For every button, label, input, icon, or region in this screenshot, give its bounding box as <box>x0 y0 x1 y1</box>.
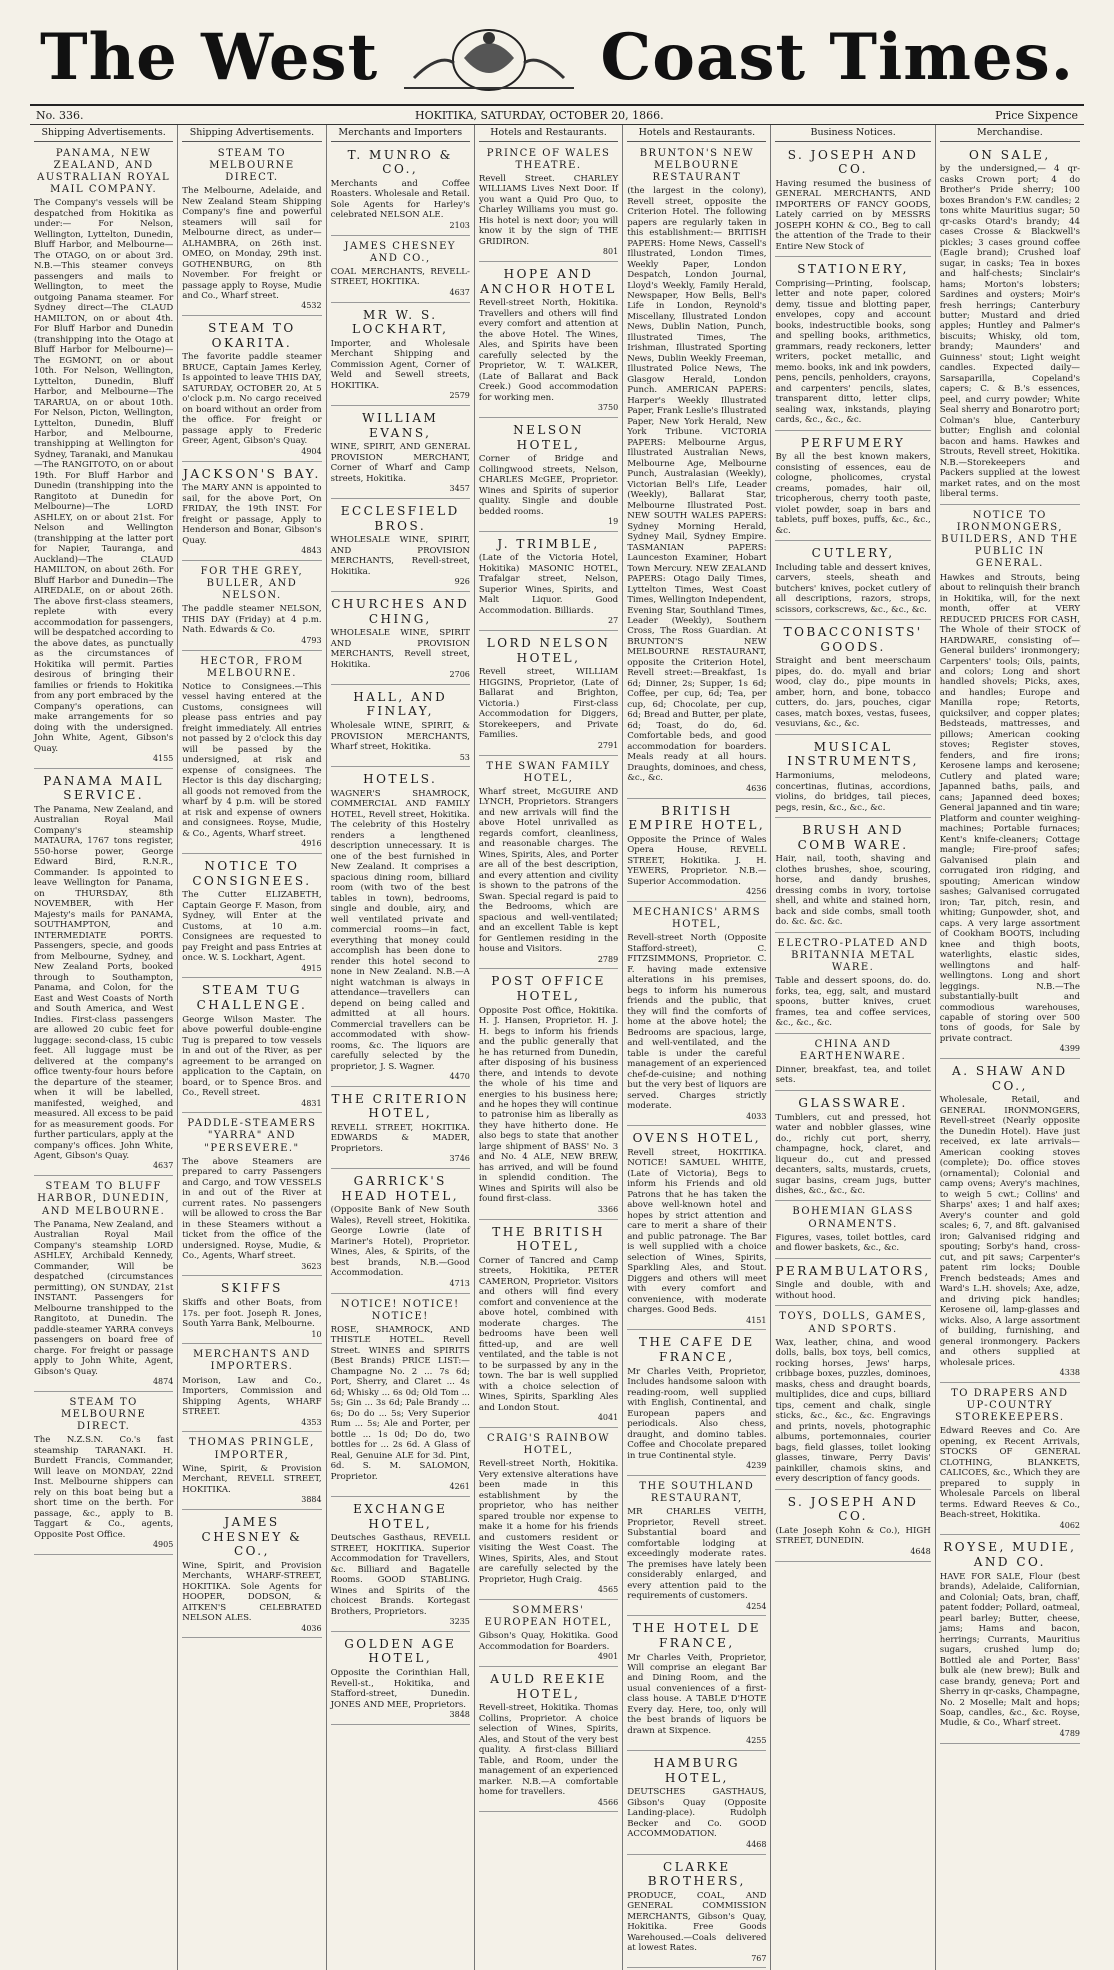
ad-body: Wholesale WINE, SPIRIT, & PROVISION MERCHANTS, Wharf street, Hokitika. <box>330 721 470 753</box>
ad-title: LORD NELSON HOTEL, <box>486 636 611 665</box>
advertisement <box>775 935 930 1034</box>
ad-number: 2706 <box>449 670 470 680</box>
advertisement <box>479 145 618 263</box>
ad-title: STEAM TO OKARITA. <box>208 321 296 350</box>
ad-number: 4468 <box>746 1839 767 1849</box>
ad-title: S. JOSEPH AND CO. <box>787 147 919 177</box>
ad-number: 4565 <box>597 1585 619 1595</box>
ad-title: GOLDEN AGE HOTEL, <box>344 1636 457 1666</box>
ad-body: Importer, and Wholesale Merchant Shipping and Commission Agent, Corner of Weld and Sewell streets, HOKITIKA. <box>330 338 470 391</box>
ad-body: (Late of the Victoria Hotel, Hokitika) MASONIC HOTEL, Trafalgar street, Nelson, Superior Wines, Spirits, and Malt Liquor. Good Accommodation. Billiards. <box>478 553 619 616</box>
advertisement <box>34 771 173 1176</box>
ad-title: STEAM TO MELBOURNE DIRECT. <box>60 1396 147 1433</box>
ad-title: MECHANICS' ARMS HOTEL, <box>632 906 762 931</box>
ad-body: Gibson's Quay, Hokitika. Good Accommodation for Boarders. <box>478 1631 619 1652</box>
ad-body: Deutsches Gasthaus, REVELL STREET, HOKITIKA. Superior Accommodation for Travellers, &c. Billiard and Bagatelle Rooms. GOOD STABLING. Wines and Spirits of the choicest Brands. Kortegast Brothers, Proprietors. <box>330 1533 470 1617</box>
ad-body: Corner of Bridge and Collingwood streets, Nelson, CHARLES McGEE, Proprietor. Wines and Spirits of superior quality. Single and double bedded rooms. <box>478 454 619 517</box>
ad-title: TOBACCONISTS' GOODS. <box>783 625 923 654</box>
advertisement <box>627 1332 766 1475</box>
ad-body: The paddle steamer NELSON, THIS DAY (Friday) at 4 p.m. Nath. Edwards & Co. <box>182 604 322 636</box>
ad-title: FOR THE GREY, BULLER, AND NELSON. <box>200 565 304 602</box>
ad-body: Wharf street, McGUIRE AND LYNCH, Proprietors. Strangers and new arrivals will find the above Hotel unrivalled as regards comfort, cleanliness, and reasonable charges. The Wines, Spirits, Ales, and Porter are all of the best description, and every attention and civility is shown to the patrons of the Swan. Special regard is paid to the Bedrooms, which are spacious and well-ventilated; and an excellent Table is kept for Gentlemen residing in the house and Visitors. <box>478 786 619 955</box>
ad-body: The favorite paddle steamer BRUCE, Captain James Kerley, Is appointed to leave THIS DAY, SATURDAY, OCTOBER 20, At 5 o'clock p.m. No cargo received on board without an order from the office. For freight or passage apply to Frederic Greer, Agent, Gibson's Quay. <box>182 352 322 447</box>
column-4 <box>475 125 623 1970</box>
ad-number: 4637 <box>152 1161 174 1171</box>
advertisement <box>331 1089 470 1169</box>
ad-body: WHOLESALE WINE, SPIRIT, AND PROVISION MERCHANTS, Revell-street, Hokitika. <box>330 535 470 577</box>
ad-body: Comprising—Printing, foolscap, letter and note paper, colored demy, tissue and blotting paper, envelopes, copy and account books, indestructible books, song and spelling books, arithmetics, grammars, ready reckoners, letter writers, pocket metallic, and memo. books, ink and ink powders, pens, pencils, penholders, crayons, and carpenters' pencils, slates, transparent ditto, letter clips, sealing wax, inkstands, playing cards, &c., &c., &c. <box>775 278 931 426</box>
advertisement <box>34 145 173 769</box>
ad-body: Tumblers, cut and pressed, hot water and nobbler glasses, wine do., richly cut port, sherry, champagne, hock, claret, and liqueur do., cut and pressed decanters, salts, mustards, cruets, sugar basins, cream jugs, butter dishes, &c., &c., &c. <box>775 1112 931 1196</box>
advertisement <box>775 1036 930 1091</box>
ad-number: 4399 <box>1059 1044 1080 1054</box>
ad-number: 4713 <box>449 1278 470 1288</box>
ad-title: JAMES CHESNEY & CO., <box>201 1514 303 1559</box>
ad-body: by the undersigned,— 4 qr-casks Crown port; 4 do Brother's Pride sherry; 100 boxes Brandon's F.W. candles; 2 tons white Mauritius sugar; 50 qr-casks Otard's brandy; 44 cases Crosse & Blackwell's pickles; 3 cases ground coffee (Eagle brand); Crushed loaf sugar, in casks; Tea in boxes and half-chests; Sinclair's hams; Morton's lobsters; Sardines and oysters; Moir's fresh herrings; Canterbury butter; Mustard and dried apples; Huntley and Palmer's biscuits; Whisky, old tom, brandy; Maunders' and Guinness' stout; Light weight candles. Expected daily— Sarsaparilla, Copeland's capers; C. & B.'s essences, peel, and curry powder; White Seal sherry and Bonarotro port; Colman's blue, Canterbury butter; English and colonial bacon and hams. Hawkes and Strouts, Revell street, Hokitika. N.B.—Storekeepers and Packers supplied at the lowest market rates, and on the most liberal terms. <box>939 164 1080 500</box>
column-heading: Shipping Advertisements. <box>182 125 321 142</box>
ad-body: The Company's vessels will be despatched from Hokitika as under:— For Nelson, Wellington, Lyttelton, Dunedin, Bluff Harbor, and Melbourne—The OTAGO, on or about 3rd. N.B.—This steamer conveys passengers and mails to Wellington, to meet the outgoing Panama steamer. For Sydney direct—The CLAUD HAMILTON, on or about 4th. For Bluff Harbor and Dunedin (transhipping into the Otago at Bluff Harbor for Melbourne)—The EGMONT, on or about 10th. For Nelson, Wellington, Lyttelton, Dunedin, Bluff Harbor, and Melbourne—The TARARUA, on or about 10th. For Nelson, Picton, Wellington, Lyttelton, Dunedin, Bluff Harbor, and Melbourne, transhipping at Wellington for Sydney, Taranaki, and Manukau—The RANGITOTO, on or about 19th. For Bluff Harbor and Dunedin (transhipping into the Rangitoto at Dunedin for Melbourne)—The LORD ASHLEY, on or about 21st. For Nelson and Wellington (transhipping at the latter port for Napier, Tauranga, and Auckland)—The CLAUD HAMILTON, on about 26th. For Bluff Harbor and Dunedin—The AIREDALE, on or about 26th. The above first-class steamers, replete with every accommodation for passengers, will be despatched according to the above dates, as punctually as the circumstances of Hokitika will permit. Parties desirous of bringing their families or friends to Hokitika from any port embraced by the Company's operations, can make arrangements for so doing with the undersigned. John White, Agent, Gibson's Quay. <box>34 198 174 754</box>
ad-body: PRODUCE, COAL, AND GENERAL COMMISSION MERCHANTS, Gibson's Quay, Hokitika. Free Goods Warehoused.—Coals delivered at lowest Rates. <box>627 1890 767 1954</box>
ad-title: HAMBURG HOTEL, <box>653 1756 741 1785</box>
ad-title: THE CRITERION HOTEL, <box>331 1091 469 1121</box>
ad-number: 3457 <box>449 484 470 494</box>
ad-number: 4256 <box>746 887 767 897</box>
advertisement <box>775 1093 930 1202</box>
ad-title: EXCHANGE HOTEL, <box>353 1501 448 1531</box>
ad-title: T. MUNRO & CO., <box>347 147 453 177</box>
ad-title: HOPE AND ANCHOR HOTEL <box>480 267 617 296</box>
ad-number: 4338 <box>1059 1368 1080 1378</box>
advertisement <box>182 464 321 561</box>
ad-number: 3623 <box>301 1261 322 1271</box>
advertisement <box>775 1308 930 1489</box>
advertisement <box>775 1492 930 1562</box>
advertisement <box>627 145 766 799</box>
ad-body: Revell Street. CHARLEY WILLIAMS Lives Next Door. If you want a Quid Pro Quo, to Charley Williams you must go. His hotel is next door; you will know it by the sign of THE GRIDIRON. <box>478 173 619 247</box>
ad-body: Edward Reeves and Co. Are opening, ex Recent Arrivals, STOCKS OF GENERAL CLOTHING, BLANKETS, CALICOES, &c., Which they are prepared to supply in Wholesale Parcels on liberal terms. Edward Reeves & Co., Beach-street, Hokitika. <box>939 1426 1080 1521</box>
ad-title: HALL, AND FINLAY, <box>353 689 448 719</box>
advertisement <box>182 1278 321 1344</box>
ad-title: PANAMA MAIL SERVICE. <box>43 773 165 803</box>
ad-number: 4261 <box>449 1482 470 1492</box>
column-heading: Hotels and Restaurants. <box>627 125 766 142</box>
advertisement <box>479 971 618 1219</box>
ad-body: Hair, nail, tooth, shaving and clothes brushes, shoe, scouring, horse, and dandy brushes, dressing combs in ivory, tortoise shell, and white and stained horn, back and side combs, small tooth do. &c. &c. &c. <box>775 854 931 928</box>
ad-title: STEAM TO MELBOURNE DIRECT. <box>209 147 295 183</box>
advertisement <box>182 1512 321 1639</box>
advertisement <box>775 259 930 430</box>
ad-body: Figures, vases, toilet bottles, card and flower baskets, &c., &c. <box>775 1232 931 1254</box>
ad-title: HOTELS. <box>363 772 438 787</box>
ad-body: Having resumed the business of GENERAL MERCHANTS, AND IMPORTERS OF FANCY GOODS, Lately carried on by MESSRS JOSEPH KOHN & CO., Beg to call the attention of the Trade to their Entire New Stock of <box>775 178 931 252</box>
ad-title: THE HOTEL DE FRANCE, <box>632 1621 761 1650</box>
ad-body: Wholesale, Retail, and GENERAL IRONMONGERS, Revell-street (Nearly opposite the Dunedin Hotel). Have just received, ex late arrivals— American cooking stoves (complete); Do. office stoves (ornamental); Colonial and camp ovens; Avery's machines, to weigh 5 cwt.; Collins' and Sharps' axes; 1 and half axes; Avery's counter and gold scales; 6, 7, and 8ft. galvanised iron; Galvanised ridging and spouting; Sorby's hand, cross-cut, and pit saws; Carpenter's patent rim locks; Double French bedsteads; Ames and Ward's L.H. shovels; Axe, adze, and driving pick handles; Kerosene oil, lamp-glasses and wicks. Also, A large assortment of building, furnishing, and general ironmongery. Packers and others supplied at wholesale prices. <box>939 1095 1080 1368</box>
advertisement <box>627 1618 766 1751</box>
advertisement <box>331 687 470 767</box>
advertisement <box>331 305 470 406</box>
ad-body: Dinner, breakfast, tea, and toilet sets. <box>775 1065 931 1086</box>
ad-body: Table and dessert spoons, do. do. forks, tea, egg, salt, and mustard spoons, butter knives, cruet frames, tea and coffee services, &c., &c., &c. <box>775 976 931 1029</box>
ad-title: THE BRITISH HOTEL, <box>492 1224 605 1254</box>
ad-number: 801 <box>602 247 619 257</box>
ad-number: 3366 <box>597 1204 619 1214</box>
ad-title: SOMMERS' EUROPEAN HOTEL, <box>484 1604 613 1628</box>
ad-number: 4789 <box>1059 1728 1080 1738</box>
ad-number: 4637 <box>449 287 470 297</box>
ad-title: CUTLERY, <box>811 546 895 561</box>
ad-title: TOYS, DOLLS, GAMES, AND SPORTS. <box>779 1311 927 1335</box>
ad-number: 4239 <box>746 1461 767 1471</box>
ad-number: 4353 <box>301 1417 322 1427</box>
column-heading: Merchants and Importers <box>331 125 470 142</box>
advertisement <box>182 980 321 1113</box>
ad-body: Merchants and Coffee Roasters. Wholesale and Retail. Sole Agents for Harley's celebrated NELSON ALE. <box>330 178 470 221</box>
ad-number: 767 <box>751 1953 767 1963</box>
ad-title: OVENS HOTEL, <box>632 1131 762 1146</box>
ad-number: 3848 <box>449 1710 470 1720</box>
advertisement <box>479 1222 618 1428</box>
column-2 <box>178 125 326 1970</box>
ad-title: POST OFFICE HOTEL, <box>491 974 606 1004</box>
ad-title: ROYSE, MUDIE, AND CO. <box>943 1540 1077 1570</box>
ad-body: Corner of Tancred and Camp streets, Hokitika, PETER CAMERON, Proprietor. Visitors and others will find every comfort and convenience at the above hotel, combined with moderate charges. The bedrooms have been well fitted-up, and are well ventilated, and the table is not to be surpassed by any in the town. The bar is well supplied with a choice selection of Wines, Spirits, Sparkling Ales and London Stout. <box>478 1255 619 1413</box>
ad-body: (the largest in the colony), Revell street, opposite the Criterion Hotel. The following papers are regularly taken in this establishment:— BRITISH PAPERS: Home News, Cassell's Illustrated, London Times, Weekly Paper, London Despatch, London Journal, Lloyd's Weekly, Family Herald, Newspaper, How Bells, Bell's Life in London, Reynold's Miscellany, Illustrated London News, Dublin Nation, Punch, Illustrated Times, The Irishman, Illustrated Sporting News, Dublin Weekly Freeman, Illustrated Police News, The Glasgow Herald, London Punch. AMERICAN PAPERS: Harper's Weekly Illustrated Paper, Frank Leslie's Illustrated Paper, New York Herald, New York Tribune. VICTORIA PAPERS: Melbourne Argus, Illustrated Australian News, Melbourne Age, Melbourne Punch, Australasian (Weekly), Victorian Bell's Life, Leader (Weekly), Ballarat Star, Melbourne Illustrated Post. NEW SOUTH WALES PAPERS: Sydney Morning Herald, Sydney Mail, Sydney Empire. TASMANIAN PAPERS: Launceston Examiner, Hobart Town Mercury. NEW ZEALAND PAPERS: Otago Daily Times, Lyttelton Times, West Coast Times, Wellington Independent, Evening Star, Southland Times, Leader (Weekly), Southern Cross, The Ross Guardian. At BRUNTON'S NEW MELBOURNE RESTAURANT, opposite the Criterion Hotel, Revell street:—Breakfast, 1s 6d; Dinner, 2s; Supper, 1s 6d; Coffee, per cup, 6d; Tea, per cup, 6d; Chocolate, per cup, 6d; Bread and Butter, per plate, 6d; Toast, do do, 6d. Comfortable beds, and good accommodation for boarders. Meals ready at all hours. Draughts, dominoes, and chess, &c., &c. <box>627 186 767 784</box>
column-1 <box>30 125 178 1970</box>
ad-title: THE CAFE DE FRANCE, <box>639 1335 755 1365</box>
advertisement <box>940 1385 1080 1536</box>
advertisement <box>775 1203 930 1258</box>
advertisement <box>627 1128 766 1330</box>
ad-number: 3746 <box>449 1154 470 1164</box>
ad-body: Revell-street North, Hokitika. Very extensive alterations have been made in this establishment by the proprietor, who has neither spared trouble nor expense to make it a home for his friends and customers resident or visiting the West Coast. The Wines, Spirits, Ales, and Stout are carefully selected by the Proprietor, Hugh Craig. <box>478 1459 619 1585</box>
ad-number: 4904 <box>301 446 322 456</box>
advertisement <box>34 1394 173 1555</box>
ad-number: 4155 <box>152 754 174 763</box>
masthead-title-right: Coast Times. <box>600 20 1074 95</box>
advertisement <box>331 501 470 592</box>
advertisement <box>182 856 321 978</box>
advertisement <box>331 1171 470 1293</box>
advertisement <box>331 1296 470 1497</box>
ad-body: HAVE FOR SALE, Flour (best brands), Adelaide, Californian, and Colonial; Oats, bran, chaff, patent fodder; Pollard, oatmeal, pearl barley; Butter, cheese, jams; Hams and bacon, herrings; Currants, Mauritius sugars, crushed lump do; Bottled ale and Porter, Bass' bulk ale (new brew); Bulk and case brandy, geneva; Port and Sherry in qr-casks, Champagne, No. 2 Moselle; Malt and hops; Soap, candles, &c., &c. Royse, Mudie, & Co., Wharf street. <box>939 1571 1080 1729</box>
ad-number: 4532 <box>301 301 322 311</box>
advertisement <box>479 758 618 970</box>
advertisement <box>775 737 930 818</box>
ad-number: 2789 <box>597 954 619 964</box>
ad-title: THOMAS PRINGLE, IMPORTER, <box>189 1437 315 1461</box>
advertisement <box>775 145 930 258</box>
ad-body: WAGNER'S SHAMROCK, COMMERCIAL AND FAMILY HOTEL, Revell street, Hokitika. The celebrity of this Hostelry renders a lengthened description unnecessary. It is one of the best furnished in New Zealand. It comprises a spacious dining room, billiard room (with two of the best tables in town), bedrooms, single and double, airy, and well ventilated private and commercial rooms—in fact, everything that money could accomplish has been done to render this hotel second to none in New Zealand. N.B.—A night watchman is always in attendance—travellers can depend on being called and admitted at all hours. Commercial travellers can be accommodated with show-rooms, &c. The liquors are carefully selected by the proprietor, J. S. Wagner. <box>330 788 470 1072</box>
ad-number: 4062 <box>1059 1520 1080 1530</box>
ad-body: Mr Charles Veith, Proprietor, Includes handsome saloon with reading-room, well supplied with English, Continental, and European papers and periodicals. Also chess, draught, and domino tables. Coffee and Chocolate prepared in true Continental style. <box>627 1366 767 1461</box>
masthead <box>40 14 1074 102</box>
ad-title: ECCLESFIELD BROS. <box>340 503 460 533</box>
ad-title: J. TRIMBLE, <box>497 536 600 551</box>
ad-number: 4636 <box>746 783 767 793</box>
ad-number: 4874 <box>152 1377 174 1387</box>
ad-number: 10 <box>311 1329 322 1339</box>
ad-number: 3235 <box>449 1617 470 1627</box>
ad-number: 4843 <box>301 546 322 556</box>
advertisement <box>940 1537 1080 1743</box>
ad-body: Opposite Post Office, Hokitika. H. J. Hansen, Proprietor. H. J. H. begs to inform his friends and the public generally that he has returned from Dunedin, after disposing of his business there, and intends to devote the whole of his time and energies to his business here; and he hopes they will continue to patronise him as liberally as they have hitherto done. He also begs to state that another large shipment of BASS' No. 3 and No. 4 ALE, NEW BREW, has arrived, and will be found in splendid condition. The Wines and Spirits will also be found first-class. <box>478 1005 619 1205</box>
advertisement <box>775 543 930 620</box>
ad-title: CHINA AND EARTHENWARE. <box>799 1038 907 1062</box>
ad-title: PERFUMERY <box>800 435 906 450</box>
ad-number: 4151 <box>746 1315 767 1325</box>
ad-number: 27 <box>608 616 619 626</box>
advertisement <box>182 1115 321 1276</box>
ad-body: Wine, Spirit, and Provision Merchants, WHARF-STREET, HOKITIKA. Sole Agents for HOOPER, DODSON, & AITKEN'S CELEBRATED NELSON ALES. <box>182 1560 322 1624</box>
advertisement <box>331 408 470 499</box>
ad-title: BRUNTON'S NEW MELBOURNE RESTAURANT <box>639 147 754 183</box>
ad-body: (Late Joseph Kohn & Co.), HIGH STREET, DUNEDIN. <box>775 1525 931 1547</box>
ad-title: AULD REEKIE HOTEL, <box>490 1671 607 1701</box>
ad-title: THE SWAN FAMILY HOTEL, <box>486 760 611 784</box>
advertisement <box>479 1669 618 1812</box>
ad-title: A. SHAW AND CO., <box>952 1064 1068 1093</box>
place-date: HOKITIKA, SATURDAY, OCTOBER 20, 1866. <box>414 108 664 122</box>
ad-body: Revell-street North (Opposite Stafford-street), C. FITZSIMMONS, Proprietor. C. F. having made extensive alterations in his premises, begs to inform his numerous friends and the public, that they will find the comforts of home at the above hotel; the Bedrooms are spacious, large, and well-ventilated, and the table is under the careful management of an experienced chef-de-cuisine; and nothing but the very best of liquors are served. Charges strictly moderate. <box>627 933 767 1112</box>
ad-body: Opposite the Corinthian Hall, Revell-st., Hokitika, and Stafford-street, Dunedin. JONES AND MEE, Proprietors. <box>330 1668 470 1710</box>
column-6 <box>771 125 935 1970</box>
ad-body: WHOLESALE WINE, SPIRIT AND PROVISION MERCHANTS, Revell street, Hokitika. <box>330 628 470 670</box>
ad-body: WINE, SPIRIT, AND GENERAL PROVISION MERCHANT, Corner of Wharf and Camp streets, Hokitika. <box>330 442 470 484</box>
ad-title: PADDLE-STEAMERS "YARRA" AND "PERSEVERE." <box>187 1118 317 1154</box>
advertisement <box>940 1061 1080 1383</box>
ad-title: PANAMA, NEW ZEALAND, AND AUSTRALIAN ROYAL MAIL COMPANY. <box>37 147 171 196</box>
ad-title: NOTICE TO IRONMONGERS, BUILDERS, AND THE PUBLIC IN GENERAL. <box>941 509 1079 570</box>
ad-body: REVELL STREET, HOKITIKA. EDWARDS & MADER, Proprietors. <box>330 1123 470 1154</box>
ad-number: 4033 <box>746 1111 767 1121</box>
issue-number: No. 336. <box>36 108 84 122</box>
ad-number: 4905 <box>152 1540 174 1550</box>
masthead-title-left: The West <box>40 20 379 95</box>
ad-body: George Wilson Master. The above powerful double-engine Tug is prepared to tow vessels in and out of the River, as per agreement to be arranged on application to the Captain, on board, or to Spence Bros. and Co., Revell street. <box>182 1014 322 1099</box>
ad-title: NOTICE! NOTICE! NOTICE! <box>340 1298 460 1322</box>
ad-number: 3884 <box>301 1495 322 1505</box>
ad-number: 4915 <box>301 963 322 973</box>
ad-body: Mr Charles Veith, Proprietor, Will comprise an elegant Bar and Dining Room, and the usual conveniences of a first-class house. A TABLE D'HOTE Every day. Here, too, only will the best brands of liquors be drawn at Sixpence. <box>627 1652 767 1736</box>
advertisement <box>331 238 470 303</box>
advertisement <box>182 563 321 651</box>
ad-body: Skiffs and other Boats, from 17s. per foot. Joseph R. Jones, South Yarra Bank, Melbourne. <box>182 1298 322 1330</box>
ad-title: JACKSON'S BAY. <box>183 466 321 481</box>
advertisement <box>627 1478 766 1616</box>
ad-body: Revell-street North, Hokitika. Travellers and others will find every comfort and attention at the above Hotel. The Wines, Ales, and Spirits have been carefully selected by the Proprietor, W. T. WALKER, (Late of Ballarat and Back Creek.) Good accommodation for working men. <box>478 298 619 403</box>
ad-number: 3750 <box>597 403 619 413</box>
ad-title: ELECTRO-PLATED AND BRITANNIA METAL WARE. <box>777 937 929 974</box>
advertisement <box>627 1753 766 1854</box>
advertisement <box>940 145 1080 505</box>
ad-title: JAMES CHESNEY AND CO., <box>344 240 456 264</box>
column-3 <box>327 125 475 1970</box>
ad-title: ON SALE, <box>969 147 1051 162</box>
ad-title: PERAMBULATORS, <box>775 1263 931 1278</box>
ad-title: WILLIAM EVANS, <box>362 411 439 440</box>
ad-number: 4041 <box>597 1413 619 1423</box>
ad-number: 4901 <box>597 1652 619 1662</box>
ad-number: 4036 <box>301 1623 322 1633</box>
ad-number: 2791 <box>597 740 619 750</box>
advertisement <box>940 507 1080 1059</box>
ad-title: STEAM TUG CHALLENGE. <box>196 983 308 1013</box>
ad-number: 2103 <box>449 220 470 230</box>
advertisement <box>479 264 618 418</box>
advertisement <box>479 420 618 532</box>
advertisement <box>627 904 766 1126</box>
ad-title: STATIONERY, <box>797 262 909 277</box>
ad-body: MR CHARLES VEITH, Proprietor, Revell street. Substantial board and comfortable lodging at exceedingly moderate rates. The premises have lately been considerably enlarged, and every attention paid to the requirements of customers. <box>627 1507 767 1602</box>
ad-number: 4648 <box>910 1546 931 1556</box>
advertisement <box>182 1346 321 1432</box>
ad-body: Straight and bent meerschaum pipes, do. do. myall and briar wood, clay do., pipe mounts in amber, horn, and bone, tobacco cutters, do. jars, pouches, cigar cases, match boxes, vestas, fusees, vesuvians, &c., &c. <box>775 656 931 730</box>
advertisement <box>627 801 766 902</box>
advertisement <box>182 653 321 854</box>
column-heading: Hotels and Restaurants. <box>479 125 618 142</box>
ad-number: 19 <box>608 517 619 527</box>
ad-title: BRITISH EMPIRE HOTEL, <box>628 803 766 833</box>
ad-body: Revell street, HOKITIKA. NOTICE! SAMUEL WHITE, (Late of Victoria), Begs to inform his Friends and old Patrons that he has taken the above well-known hotel and hopes by strict attention and care to merit a share of their and public patronage. The Bar is well supplied with a choice selection of Wines, Spirits, Sparkling Ales, and Stout. Diggers and others will meet with every comfort and convenience, with moderate charges. Good Beds. <box>627 1147 767 1316</box>
ad-title: S. JOSEPH AND CO. <box>787 1494 919 1524</box>
ad-number: 4470 <box>449 1072 470 1081</box>
ad-body: Opposite the Prince of Wales Opera House, REVELL STREET, Hokitika. J. H. YEWERS, Proprietor. N.B.—Superior Accommodation. <box>627 834 767 887</box>
advertisement <box>479 1430 618 1600</box>
advertisement <box>627 1857 766 1969</box>
ad-number: 926 <box>454 577 470 587</box>
ad-body: The N.Z.S.N. Co.'s fast steamship TARANAKI. H. Burdett Francis, Commander, Will leave on MONDAY, 22nd Inst. Melbourne shippers can rely on this boat being but a short time on the berth. For passage, &c., apply to B. Taggart & Co., agents, Opposite Post Office. <box>34 1435 174 1540</box>
ad-body: The MARY ANN is appointed to sail, for the above Port, On FRIDAY, the 19th INST. For freight or passage, Apply to Henderson and Bonar, Gibson's Quay. <box>182 483 322 546</box>
advertisement <box>331 145 470 236</box>
ad-body: Wax, leather, china, and wood dolls, balls, box toys, bell comics, rocking horses, Jews' harps, cribbage boxes, puzzles, dominoes, masks, chess and draught boards, multiplides, dice and cups, billiard tips, cement and chalk, single sticks, &c., &c., &c. Engravings and prints, novels, photographic albums, portemonnaies, courier bags, field glasses, toilet looking glasses, tinware, Perry Davis' painkiller, chamois skins, and every description of fancy goods. <box>775 1337 931 1485</box>
ad-number: 4566 <box>597 1797 619 1807</box>
advertisement <box>182 1434 321 1510</box>
ad-body: The Panama, New Zealand, and Australian Royal Mail Company's steamship MATAURA, 1767 tons register, 550-horse power, George Edward Bird, R.N.R., Commander. Is appointed to leave Wellington for Panama, on THURSDAY, 8th NOVEMBER, with Her Majesty's mails for PANAMA, SOUTHAMPTON, and INTERMEDIATE PORTS. Passengers, specie, and goods from Melbourne, Sydney, and New Zealand Ports, booked through to Southampton, Panama, and Colon, for the East and West Coasts of North and South America, and West Indies. First-class passengers are allowed 20 cubic feet for luggage: second-class, 15 cubic feet. All luggage must be delivered at the company's office twenty-four hours before the departure of the steamer, when it will be labelled, manifested, weighed, and measured. All excess to be paid for as measurement goods. For further particulars, apply at the company's offices. John White, Agent, Gibson's Quay. <box>34 805 174 1161</box>
ad-title: GLASSWARE. <box>798 1095 908 1110</box>
column-heading: Merchandise. <box>940 125 1080 142</box>
ad-title: MUSICAL INSTRUMENTS, <box>787 739 919 769</box>
advertisement <box>775 820 930 933</box>
advertisement <box>479 534 618 631</box>
advertisement <box>331 1499 470 1632</box>
ad-body: Morison, Law and Co., Importers, Commission and Shipping Agents, WHARF STREET. <box>182 1375 322 1418</box>
ad-body: The above Steamers are prepared to carry Passengers and Cargo, and TOW VESSELS in and out of the River at current rates. No passengers will be allowed to cross the Bar in these Steamers without a ticket from the office of the undersigned. Royse, Mudie, & Co., Agents, Wharf street. <box>182 1156 322 1262</box>
ad-title: CRAIG'S RAINBOW HOTEL, <box>486 1432 611 1457</box>
ad-title: NOTICE TO CONSIGNEES. <box>192 859 312 888</box>
ad-title: STEAM TO BLUFF HARBOR, DUNEDIN, AND MELBOURNE. <box>37 1181 171 1217</box>
ad-title: NELSON HOTEL, <box>513 422 584 452</box>
ad-body: DEUTSCHES GASTHAUS, Gibson's Quay (Opposite Landing-place). Rudolph Becker and Co. GOOD ACCOMMODATION. <box>627 1787 767 1840</box>
advertisement <box>331 769 470 1086</box>
column-5 <box>623 125 771 1970</box>
ad-number: 4254 <box>746 1601 767 1611</box>
dateline <box>30 104 1084 125</box>
ad-body: Wine, Spirit, & Provision Merchant, REVELL STREET, HOKITIKA. <box>182 1463 322 1495</box>
ad-body: Revell street, WILLIAM HIGGINS, Proprietor, (Late of Ballarat and Brighton, Victoria.) First-class Accommodation for Diggers, Storekeepers, and Private Families. <box>478 667 619 741</box>
ad-body: Harmoniums, melodeons, concertinas, flutinas, accordions, violins, do bridges, tail pieces, pegs, resin, &c., &c., &c. <box>775 771 931 813</box>
advertisement <box>775 433 930 542</box>
ad-body: The Panama, New Zealand, and Australian Royal Mail Company's steamship LORD ASHLEY, Archibald Kennedy, Commander, Will be despatched (circumstances permitting), ON SUNDAY, 21st INSTANT. Passengers for Melbourne transhipped to the Rangitoto, at Dunedin. The paddle-steamer YARRA conveys passengers on board free of charge. For freight or passage apply to John White, Agent, Gibson's Quay. <box>34 1219 174 1377</box>
price: Price Sixpence <box>995 108 1078 122</box>
column-heading: Shipping Advertisements. <box>34 125 173 142</box>
advertisement <box>775 1261 930 1307</box>
ad-title: SKIFFS <box>221 1281 283 1296</box>
advertisement <box>331 594 470 685</box>
columns <box>30 124 1084 1963</box>
column-heading: Business Notices. <box>775 125 930 142</box>
ad-title: BRUSH AND COMB WARE. <box>797 823 909 852</box>
ad-body: The Cutter ELIZABETH, Captain George F. Mason, from Sydney, will Enter at the Customs, at 10 a.m. Consignees are requested to pay Freight and pass Entries at once. W. S. Lockhart, Agent. <box>182 890 322 964</box>
ad-title: CLARKE BROTHERS, <box>647 1859 746 1889</box>
ad-body: The Melbourne, Adelaide, and New Zealand Steam Shipping Company's fine and powerful steamers will sail for Melbourne direct, as under— ALHAMBRA, on 26th inst. OMEO, on Monday, 29th inst. GOTHENBURG, on 8th November. For freight or passage apply to Royse, Mudie and Co., Wharf street. <box>182 186 322 301</box>
crest-emblem-icon <box>394 18 584 98</box>
ad-body: (Opposite Bank of New South Wales), Revell street, Hokitika. George Lowrie (late of Mariner's Hotel), Proprietor. Wines, Ales, & Spirits, of the best brands, N.B.—Good Accommodation. <box>330 1205 470 1279</box>
ad-title: HECTOR, FROM MELBOURNE. <box>200 655 304 679</box>
ad-title: MR W. S. LOCKHART, <box>352 307 449 337</box>
advertisement <box>331 1634 470 1725</box>
column-7 <box>936 125 1084 1970</box>
ad-body: Single and double, with and without hood. <box>775 1280 931 1301</box>
ad-number: 2579 <box>449 391 470 401</box>
ad-number: 4255 <box>746 1736 767 1746</box>
ad-title: CHURCHES AND CHING, <box>331 596 470 626</box>
ad-body: Hawkes and Strouts, being about to relinquish their branch in Hokitika, will, for the next month, offer at VERY REDUCED PRICES FOR CASH, The Whole of their STOCK of HARDWARE, consisting of— General builders' ironmongery; Carpenters' tools; Oils, paints, and colors; Long and short handled shovels; Picks, axes, and handles; Europe and Manilla rope; Retorts, quicksilver, and copper plates; Bedsteads, mattresses, and pillows; American cooking stoves; Register stoves, fenders, and fire irons; Kerosene lamps and kerosene; Cutlery and plated ware; Japanned baths, pails, and cans; Japanned deed boxes; General japanned and tin ware; Platform and counter weighing-machines; Portable furnaces; Kent's knife-cleaners; Cottage mangle; Fire-proof safes; Galvanised plain and corrugated iron ridging, and spouting; American window sashes; Galvanised corrugated iron; Tar, pitch, resin, and whiting; Gunpowder, shot, and caps. A very large assortment of Cookham BOOTS, including knee and thigh boots, waterlights, elastic sides, wellingtons and half-wellingtons. Long and short leggings. N.B.—The substantially-built and commodious warehouses, capable of storing over 500 tons of goods, for Sale by private contract. <box>939 572 1080 1044</box>
ad-title: GARRICK'S HEAD HOTEL, <box>341 1174 460 1203</box>
ad-body: Including table and dessert knives, carvers, steels, sheath and butchers' knives, pocket cutlery of all descriptions, razors, strops, scissors, corkscrews, &c., &c., &c. <box>775 562 931 615</box>
ad-body: Revell-street, Hokitika. Thomas Collins, Proprietor. A choice selection of Wines, Spirits, Ales, and Stout of the very best quality. A first-class Billiard Table, and Room, under the management of an experienced marker. N.B.—A comfortable home for travellers. <box>478 1703 619 1798</box>
advertisement <box>182 318 321 461</box>
ad-number: 4916 <box>301 839 322 849</box>
ad-number: 4831 <box>301 1098 322 1108</box>
ad-title: BOHEMIAN GLASS ORNAMENTS. <box>792 1206 914 1230</box>
ad-body: ROSE, SHAMROCK, AND THISTLE HOTEL. Revell Street. WINES and SPIRITS (Best Brands) PRICE LIST:— Champagne No. 2 ... 7s 6d; Port, Sherry, and Claret ... 4s 6d; Whisky ... 6s 0d; Old Tom ... 5s; Gin ... 3s 6d; Pale Brandy ... 6s; Do do ... 5s; Very Superior Rum ... 5s; Ale and Porter, per bottle ... 1s 0d; Do do, two bottles for ... 2s 6d. A Glass of Real, Genuine ALE for 3d. Pint, 6d. S. M. SALOMON, Proprietor. <box>330 1324 470 1482</box>
ad-body: COAL MERCHANTS, REVELL-STREET, HOKITIKA. <box>330 266 470 288</box>
ad-title: MERCHANTS AND IMPORTERS. <box>193 1349 311 1373</box>
ad-title: TO DRAPERS AND UP-COUNTRY STOREKEEPERS. <box>951 1387 1069 1424</box>
advertisement <box>479 1602 618 1667</box>
ad-number: 4793 <box>301 635 322 645</box>
ad-number: 53 <box>459 752 470 762</box>
advertisement <box>182 145 321 317</box>
advertisement <box>775 622 930 735</box>
ad-title: PRINCE OF WALES THEATRE. <box>486 147 611 171</box>
ad-body: By all the best known makers, consisting of essences, eau de cologne, pholicomes, crystal creams, pomades, hair oil, tricopherous, cherry tooth paste, violet powder, soap in bars and tablets, puff boxes, puffs, &c., &c., &c. <box>775 452 931 536</box>
ad-body: Notice to Consignees.—This vessel having entered at the Customs, consignees will please pass entries and pay freight immediately. All entries not passed by 2 o'clock this day will be passed by the undersigned, at risk and expense of consignees. The Hector is this day discharging; all goods not removed from the wharf by 4 p.m. will be stored at risk and expense of owners and consignees. Royse, Mudie, & Co., Agents, Wharf street. <box>182 682 322 839</box>
advertisement <box>479 633 618 755</box>
advertisement <box>34 1178 173 1392</box>
ad-title: THE SOUTHLAND RESTAURANT, <box>639 1480 755 1504</box>
